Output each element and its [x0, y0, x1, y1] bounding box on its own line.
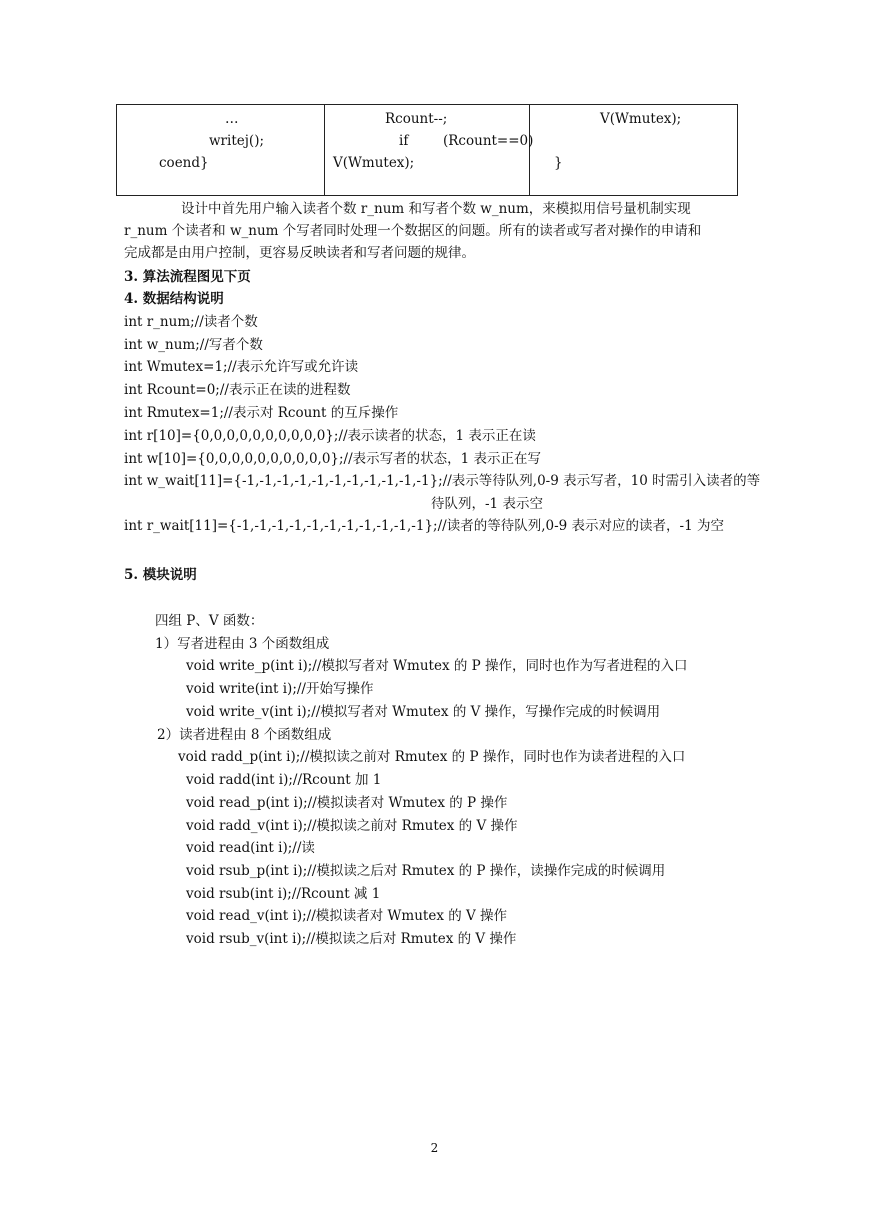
data-struct-line: int r[10]={0,0,0,0,0,0,0,0,0,0};//表示读者的状态，1 表示正在读 — [124, 428, 536, 444]
table-text: … — [225, 111, 239, 127]
data-struct-line: int Rcount=0;//表示正在读的进程数 — [124, 382, 351, 398]
writer-heading: 1）写者进程由 3 个函数组成 — [155, 636, 330, 652]
data-struct-line: int w_wait[11]={-1,-1,-1,-1,-1,-1,-1,-1,-1,-1,-1};//表示等待队列,0-9 表示写者，10 时需引入读者的等 — [124, 473, 761, 489]
table-text: Rcount--; — [385, 111, 448, 127]
writer-func-line: void write_v(int i);//模拟写者对 Wmutex 的 V 操作，写操作完成的时候调用 — [186, 704, 661, 720]
modules-intro: 四组 P、V 函数： — [155, 613, 264, 629]
intro-line: r_num 个读者和 w_num 个写者同时处理一个数据区的问题。所有的读者或写者对操作的申请和 — [124, 223, 702, 239]
reader-func-line: void rsub_v(int i);//模拟读之后对 Rmutex 的 V 操作 — [186, 931, 517, 947]
table-text: V(Wmutex); — [333, 155, 415, 171]
table-text: if — [399, 133, 409, 149]
reader-func-line: void radd(int i);//Rcount 加 1 — [186, 772, 382, 788]
data-struct-line: 待队列，-1 表示空 — [431, 496, 543, 512]
table-text: (Rcount==0) — [443, 133, 534, 149]
table-text: } — [554, 155, 563, 171]
code-table — [116, 104, 738, 196]
table-text: writej(); — [209, 133, 265, 149]
intro-line: 完成都是由用户控制，更容易反映读者和写者问题的规律。 — [124, 245, 475, 261]
reader-func-line: void radd_p(int i);//模拟读之前对 Rmutex 的 P 操作，同时也作为读者进程的入口 — [178, 749, 686, 765]
reader-func-line: void read_v(int i);//模拟读者对 Wmutex 的 V 操作 — [186, 908, 508, 924]
table-cell-col2 — [325, 105, 534, 195]
writer-func-line: void write(int i);//开始写操作 — [186, 681, 374, 697]
reader-heading: 2）读者进程由 8 个函数组成 — [157, 727, 332, 743]
reader-func-line: void read_p(int i);//模拟读者对 Wmutex 的 P 操作 — [186, 795, 508, 811]
reader-func-line: void radd_v(int i);//模拟读之前对 Rmutex 的 V 操作 — [186, 818, 518, 834]
writer-func-line: void write_p(int i);//模拟写者对 Wmutex 的 P 操作，同时也作为写者进程的入口 — [186, 658, 688, 674]
data-struct-line: int Wmutex=1;//表示允许写或允许读 — [124, 359, 359, 375]
table-text: coend} — [159, 155, 209, 171]
data-struct-line: int Rmutex=1;//表示对 Rcount 的互斥操作 — [124, 405, 399, 421]
data-struct-line: int w_num;//写者个数 — [124, 337, 263, 353]
data-struct-line: int w[10]={0,0,0,0,0,0,0,0,0,0};//表示写者的状态，1 表示正在写 — [124, 451, 542, 467]
section-heading-5: 5. 模块说明 — [124, 567, 197, 583]
table-cell-col3 — [530, 105, 737, 195]
page-number: 2 — [430, 1141, 439, 1155]
section-heading-4: 4. 数据结构说明 — [124, 291, 224, 307]
data-struct-line: int r_num;//读者个数 — [124, 314, 258, 330]
section-heading-3: 3. 算法流程图见下页 — [124, 269, 251, 285]
table-cell-col1 — [117, 105, 325, 195]
data-struct-line: int r_wait[11]={-1,-1,-1,-1,-1,-1,-1,-1,-1,-1,-1};//读者的等待队列,0-9 表示对应的读者，-1 为空 — [124, 518, 724, 534]
intro-line: 设计中首先用户输入读者个数 r_num 和写者个数 w_num，来模拟用信号量机制实现 — [181, 201, 691, 217]
reader-func-line: void rsub(int i);//Rcount 减 1 — [186, 886, 381, 902]
reader-func-line: void rsub_p(int i);//模拟读之后对 Rmutex 的 P 操作，读操作完成的时候调用 — [186, 863, 666, 879]
reader-func-line: void read(int i);//读 — [186, 840, 315, 856]
table-text: V(Wmutex); — [600, 111, 682, 127]
